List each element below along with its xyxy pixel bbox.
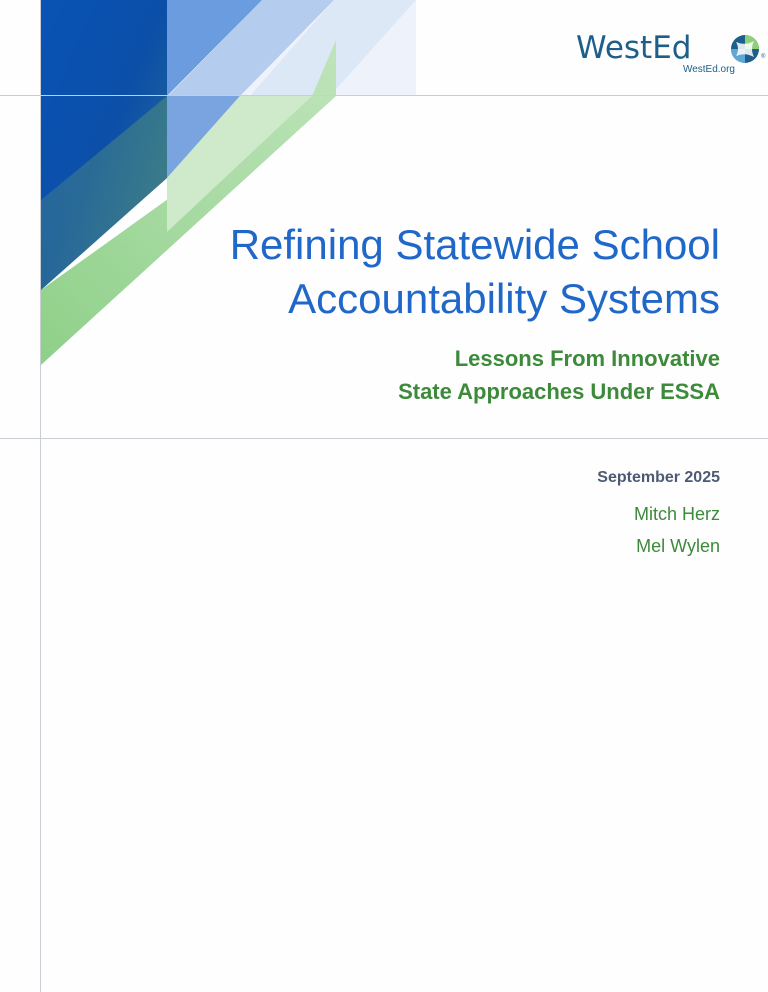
subtitle-line-1: Lessons From Innovative <box>454 346 720 371</box>
logo-url: WestEd.org <box>682 64 735 75</box>
top-horizontal-rule <box>0 95 768 96</box>
middle-horizontal-rule <box>0 438 768 439</box>
subtitle-line-2: State Approaches Under ESSA <box>398 379 720 404</box>
title-line-1: Refining Statewide School <box>229 221 720 268</box>
publication-date: September 2025 <box>597 469 720 486</box>
wested-logo[interactable] <box>572 30 768 78</box>
left-vertical-rule <box>40 0 41 992</box>
report-title <box>80 218 720 326</box>
globe-icon <box>730 34 760 64</box>
registered-mark: ® <box>761 54 766 60</box>
author-name: Mel Wylen <box>636 536 720 556</box>
logo-wordmark: WestEd <box>576 30 692 66</box>
title-line-2: Accountability Systems <box>288 275 720 322</box>
report-subtitle <box>120 342 720 408</box>
author-name: Mitch Herz <box>633 504 720 524</box>
report-meta <box>320 467 720 562</box>
